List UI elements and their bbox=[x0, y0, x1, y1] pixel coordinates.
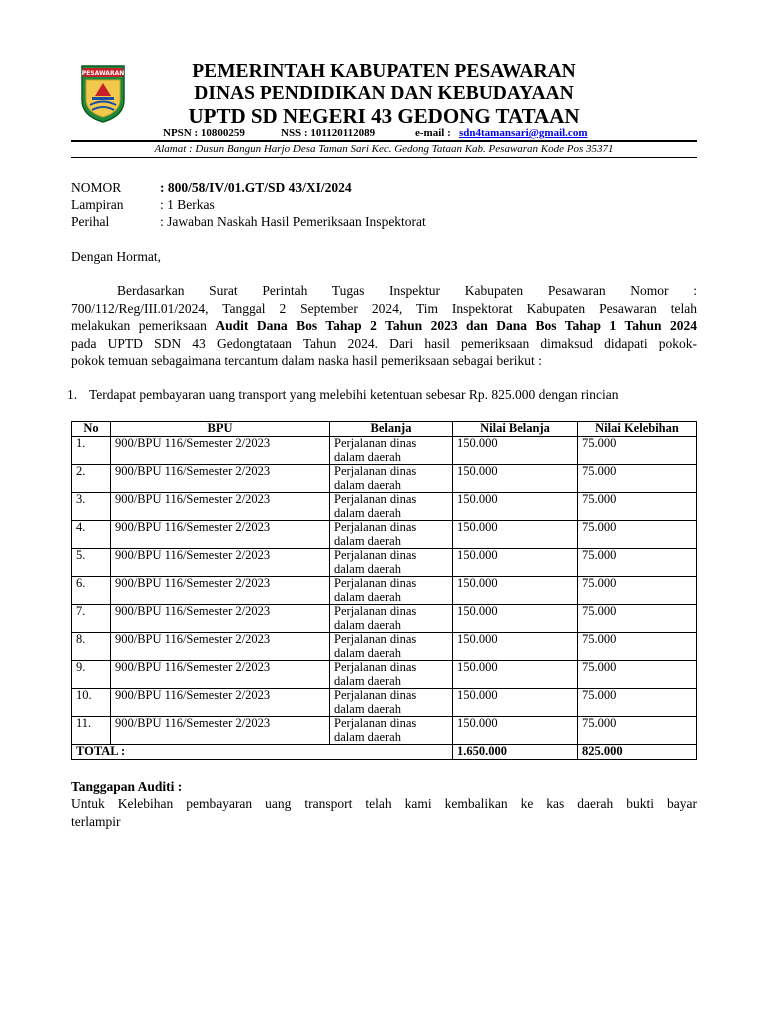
cell-nilai-belanja: 150.000 bbox=[453, 689, 578, 717]
cell-bpu: 900/BPU 116/Semester 2/2023 bbox=[111, 437, 330, 465]
cell-nilai-kelebihan: 75.000 bbox=[578, 633, 697, 661]
tanggapan-line-1: Untuk Kelebihan pembayaran uang transport telah kami kembalikan ke kas daerah bukti bayar bbox=[71, 796, 697, 811]
cell-belanja bbox=[330, 577, 453, 605]
cell-belanja bbox=[330, 549, 453, 577]
cell-nilai-belanja: 150.000 bbox=[453, 605, 578, 633]
email-label: e-mail : bbox=[415, 127, 451, 139]
cell-belanja bbox=[330, 437, 453, 465]
cell-nilai-kelebihan: 75.000 bbox=[578, 437, 697, 465]
cell-bpu: 900/BPU 116/Semester 2/2023 bbox=[111, 465, 330, 493]
belanja-line-1: Perjalanan dinas bbox=[334, 632, 417, 646]
letterhead-line-1: PEMERINTAH KABUPATEN PESAWARAN bbox=[192, 61, 576, 82]
cell-belanja bbox=[330, 717, 453, 745]
cell-no: 10. bbox=[72, 689, 111, 717]
belanja-line-1: Perjalanan dinas bbox=[334, 660, 417, 674]
table-body bbox=[72, 437, 697, 745]
cell-nilai-kelebihan: 75.000 bbox=[578, 521, 697, 549]
col-header-nilai-kelebihan: Nilai Kelebihan bbox=[578, 422, 697, 437]
table-row bbox=[72, 577, 697, 605]
cell-bpu: 900/BPU 116/Semester 2/2023 bbox=[111, 689, 330, 717]
cell-nilai-belanja: 150.000 bbox=[453, 521, 578, 549]
cell-bpu: 900/BPU 116/Semester 2/2023 bbox=[111, 521, 330, 549]
table-row bbox=[72, 689, 697, 717]
salutation: Dengan Hormat, bbox=[71, 249, 161, 264]
cell-nilai-kelebihan: 75.000 bbox=[578, 661, 697, 689]
cell-nilai-kelebihan: 75.000 bbox=[578, 549, 697, 577]
nomor-label: NOMOR bbox=[71, 180, 122, 195]
school-address: Alamat : Dusun Bangun Harjo Desa Taman Sari Kec. Gedong Tataan Kab. Pesawaran Kode Pos 35371 bbox=[154, 143, 614, 155]
col-header-no: No bbox=[72, 422, 111, 437]
cell-nilai-belanja: 150.000 bbox=[453, 633, 578, 661]
col-header-bpu: BPU bbox=[111, 422, 330, 437]
cell-no: 6. bbox=[72, 577, 111, 605]
cell-nilai-belanja: 150.000 bbox=[453, 577, 578, 605]
cell-nilai-kelebihan: 75.000 bbox=[578, 493, 697, 521]
cell-no: 3. bbox=[72, 493, 111, 521]
table-row bbox=[72, 549, 697, 577]
belanja-line-2: dalam daerah bbox=[334, 561, 401, 576]
tanggapan-text bbox=[71, 795, 697, 830]
nss: NSS : 101120112089 bbox=[281, 127, 376, 139]
cell-belanja bbox=[330, 689, 453, 717]
table-header-row bbox=[72, 422, 697, 437]
cell-nilai-kelebihan: 75.000 bbox=[578, 465, 697, 493]
belanja-line-1: Perjalanan dinas bbox=[334, 688, 417, 702]
nomor-value: : 800/58/IV/01.GT/SD 43/XI/2024 bbox=[160, 180, 352, 195]
table-row bbox=[72, 465, 697, 493]
cell-no: 7. bbox=[72, 605, 111, 633]
body-line-4: pada UPTD SDN 43 Gedongtataan Tahun 2024. Dari hasil pemeriksaan dimaksud didapati pokok- bbox=[71, 335, 697, 351]
belanja-line-2: dalam daerah bbox=[334, 477, 401, 492]
cell-nilai-belanja: 150.000 bbox=[453, 549, 578, 577]
cell-nilai-kelebihan: 75.000 bbox=[578, 717, 697, 745]
belanja-line-2: dalam daerah bbox=[334, 617, 401, 632]
cell-nilai-belanja: 150.000 bbox=[453, 661, 578, 689]
table-row bbox=[72, 493, 697, 521]
col-header-belanja: Belanja bbox=[330, 422, 453, 437]
table-row bbox=[72, 661, 697, 689]
cell-no: 9. bbox=[72, 661, 111, 689]
letterhead-divider-thin bbox=[71, 157, 697, 158]
body-paragraph bbox=[71, 282, 697, 370]
body-line-2: 700/112/Reg/III.01/2024, Tanggal 2 September 2024, Tim Inspektorat Kabupaten Pesawaran telah bbox=[71, 300, 697, 316]
perihal-value: : Jawaban Naskah Hasil Pemeriksaan Inspektorat bbox=[160, 214, 426, 229]
belanja-line-2: dalam daerah bbox=[334, 449, 401, 464]
belanja-line-1: Perjalanan dinas bbox=[334, 576, 417, 590]
cell-belanja bbox=[330, 521, 453, 549]
cell-no: 8. bbox=[72, 633, 111, 661]
table-row bbox=[72, 717, 697, 745]
emblem-label: PESAWARAN bbox=[81, 70, 125, 78]
belanja-line-2: dalam daerah bbox=[334, 505, 401, 520]
lampiran-label: Lampiran bbox=[71, 197, 124, 212]
cell-nilai-belanja: 150.000 bbox=[453, 493, 578, 521]
belanja-line-2: dalam daerah bbox=[334, 729, 401, 744]
cell-bpu: 900/BPU 116/Semester 2/2023 bbox=[111, 577, 330, 605]
letterhead-line-2: DINAS PENDIDIKAN DAN KEBUDAYAAN bbox=[194, 83, 574, 104]
cell-no: 2. bbox=[72, 465, 111, 493]
cell-no: 5. bbox=[72, 549, 111, 577]
table-total-row bbox=[72, 745, 697, 760]
body-line-1: Berdasarkan Surat Perintah Tugas Inspektur Kabupaten Pesawaran Nomor : bbox=[117, 283, 697, 298]
cell-bpu: 900/BPU 116/Semester 2/2023 bbox=[111, 605, 330, 633]
cell-bpu: 900/BPU 116/Semester 2/2023 bbox=[111, 493, 330, 521]
detail-table bbox=[71, 421, 697, 760]
total-nilai-kelebihan: 825.000 bbox=[578, 745, 697, 760]
table-row bbox=[72, 633, 697, 661]
tanggapan-line-2: terlampir bbox=[71, 813, 121, 829]
cell-belanja bbox=[330, 493, 453, 521]
cell-belanja bbox=[330, 605, 453, 633]
cell-no: 11. bbox=[72, 717, 111, 745]
table-row bbox=[72, 521, 697, 549]
belanja-line-2: dalam daerah bbox=[334, 645, 401, 660]
belanja-line-1: Perjalanan dinas bbox=[334, 464, 417, 478]
table-row bbox=[72, 605, 697, 633]
cell-nilai-belanja: 150.000 bbox=[453, 437, 578, 465]
body-line-5: pokok temuan sebagaimana tercantum dalam naska hasil pemeriksaan sebagai berikut : bbox=[71, 353, 542, 368]
table-row bbox=[72, 437, 697, 465]
email-link[interactable]: sdn4tamansari@gmail.com bbox=[459, 127, 588, 139]
tanggapan-title: Tanggapan Auditi : bbox=[71, 779, 183, 794]
total-label: TOTAL : bbox=[72, 745, 453, 760]
cell-belanja bbox=[330, 661, 453, 689]
npsn: NPSN : 10800259 bbox=[163, 127, 245, 139]
finding-number: 1. bbox=[67, 387, 78, 402]
body-line-3 bbox=[71, 317, 697, 335]
cell-no: 4. bbox=[72, 521, 111, 549]
belanja-line-1: Perjalanan dinas bbox=[334, 716, 417, 730]
lampiran-value: : 1 Berkas bbox=[160, 197, 215, 212]
audit-title: Audit Dana Bos Tahap 2 Tahun 2023 dan Dana Bos Tahap 1 Tahun 2024 bbox=[215, 318, 697, 333]
belanja-line-1: Perjalanan dinas bbox=[334, 548, 417, 562]
total-nilai-belanja: 1.650.000 bbox=[453, 745, 578, 760]
perihal-label: Perihal bbox=[71, 214, 110, 229]
cell-nilai-belanja: 150.000 bbox=[453, 465, 578, 493]
body-line-3-text: melakukan pemeriksaan bbox=[71, 318, 216, 333]
pesawaran-emblem-icon bbox=[78, 62, 128, 124]
cell-bpu: 900/BPU 116/Semester 2/2023 bbox=[111, 717, 330, 745]
cell-belanja bbox=[330, 465, 453, 493]
cell-bpu: 900/BPU 116/Semester 2/2023 bbox=[111, 661, 330, 689]
col-header-nilai-belanja: Nilai Belanja bbox=[453, 422, 578, 437]
belanja-line-2: dalam daerah bbox=[334, 533, 401, 548]
cell-bpu: 900/BPU 116/Semester 2/2023 bbox=[111, 549, 330, 577]
cell-belanja bbox=[330, 633, 453, 661]
cell-no: 1. bbox=[72, 437, 111, 465]
belanja-line-1: Perjalanan dinas bbox=[334, 520, 417, 534]
cell-nilai-belanja: 150.000 bbox=[453, 717, 578, 745]
belanja-line-2: dalam daerah bbox=[334, 701, 401, 716]
belanja-line-1: Perjalanan dinas bbox=[334, 604, 417, 618]
finding-text: Terdapat pembayaran uang transport yang melebihi ketentuan sebesar Rp. 825.000 dengan rincian bbox=[89, 387, 619, 402]
letterhead-line-3: UPTD SD NEGERI 43 GEDONG TATAAN bbox=[188, 104, 580, 128]
cell-nilai-kelebihan: 75.000 bbox=[578, 605, 697, 633]
belanja-line-1: Perjalanan dinas bbox=[334, 436, 417, 450]
cell-bpu: 900/BPU 116/Semester 2/2023 bbox=[111, 633, 330, 661]
belanja-line-2: dalam daerah bbox=[334, 673, 401, 688]
belanja-line-1: Perjalanan dinas bbox=[334, 492, 417, 506]
cell-nilai-kelebihan: 75.000 bbox=[578, 577, 697, 605]
cell-nilai-kelebihan: 75.000 bbox=[578, 689, 697, 717]
belanja-line-2: dalam daerah bbox=[334, 589, 401, 604]
